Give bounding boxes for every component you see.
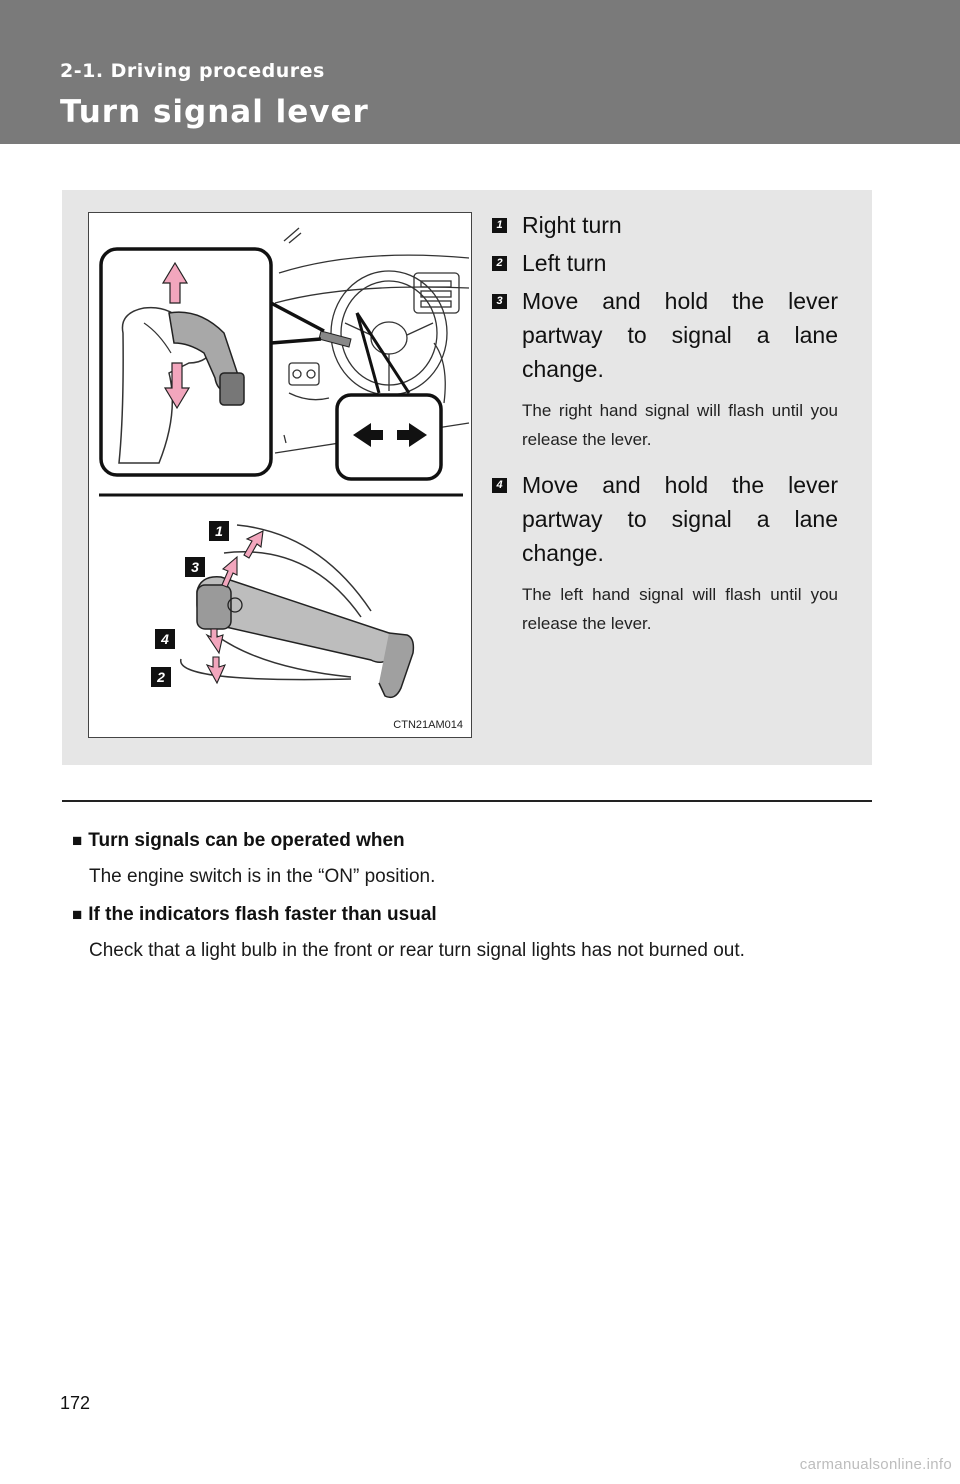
callout-4: 4 xyxy=(155,629,175,649)
turn-signal-illustration xyxy=(88,212,472,738)
square-bullet-icon: ■ xyxy=(72,905,83,924)
legend-item-left-turn xyxy=(492,246,838,280)
legend-number: 3 xyxy=(492,294,507,309)
legend-item-lane-change-right xyxy=(492,284,838,454)
note-heading xyxy=(72,900,862,930)
legend-title: Left turn xyxy=(522,250,607,276)
legend xyxy=(492,208,838,638)
legend-number: 1 xyxy=(492,218,507,233)
square-bullet-icon: ■ xyxy=(72,831,83,850)
page-number: 172 xyxy=(60,1393,91,1413)
section-label: 2-1. Driving procedures xyxy=(60,60,325,82)
legend-note: The left hand signal will flash until you release the lever. xyxy=(522,585,838,633)
legend-number: 4 xyxy=(492,478,507,493)
lever-diagram xyxy=(89,213,473,739)
watermark: carmanualsonline.info xyxy=(799,1456,952,1473)
note-text: Check that a light bulb in the front or rear turn signal lights has not burned out. xyxy=(89,940,745,961)
note-heading xyxy=(72,826,862,856)
legend-note: The right hand signal will flash until you release the lever. xyxy=(522,401,838,449)
legend-item-lane-change-left xyxy=(492,468,838,638)
legend-title: Move and hold the lever partway to signal a lane change. xyxy=(522,288,838,382)
callout-3: 3 xyxy=(185,557,205,577)
notes xyxy=(72,826,862,974)
legend-number: 2 xyxy=(492,256,507,271)
note-text: The engine switch is in the “ON” position. xyxy=(89,866,436,887)
callout-2: 2 xyxy=(151,667,171,687)
page-title: Turn signal lever xyxy=(60,94,369,130)
figure-code: CTN21AM014 xyxy=(393,719,463,731)
note-heading-text: If the indicators flash faster than usual xyxy=(88,904,437,925)
note-heading-text: Turn signals can be operated when xyxy=(88,830,405,851)
callout-1: 1 xyxy=(209,521,229,541)
legend-title: Move and hold the lever partway to signal a lane change. xyxy=(522,472,838,566)
legend-item-right-turn xyxy=(492,208,838,242)
page-header xyxy=(0,0,960,144)
section-divider xyxy=(62,800,872,802)
legend-title: Right turn xyxy=(522,212,622,238)
